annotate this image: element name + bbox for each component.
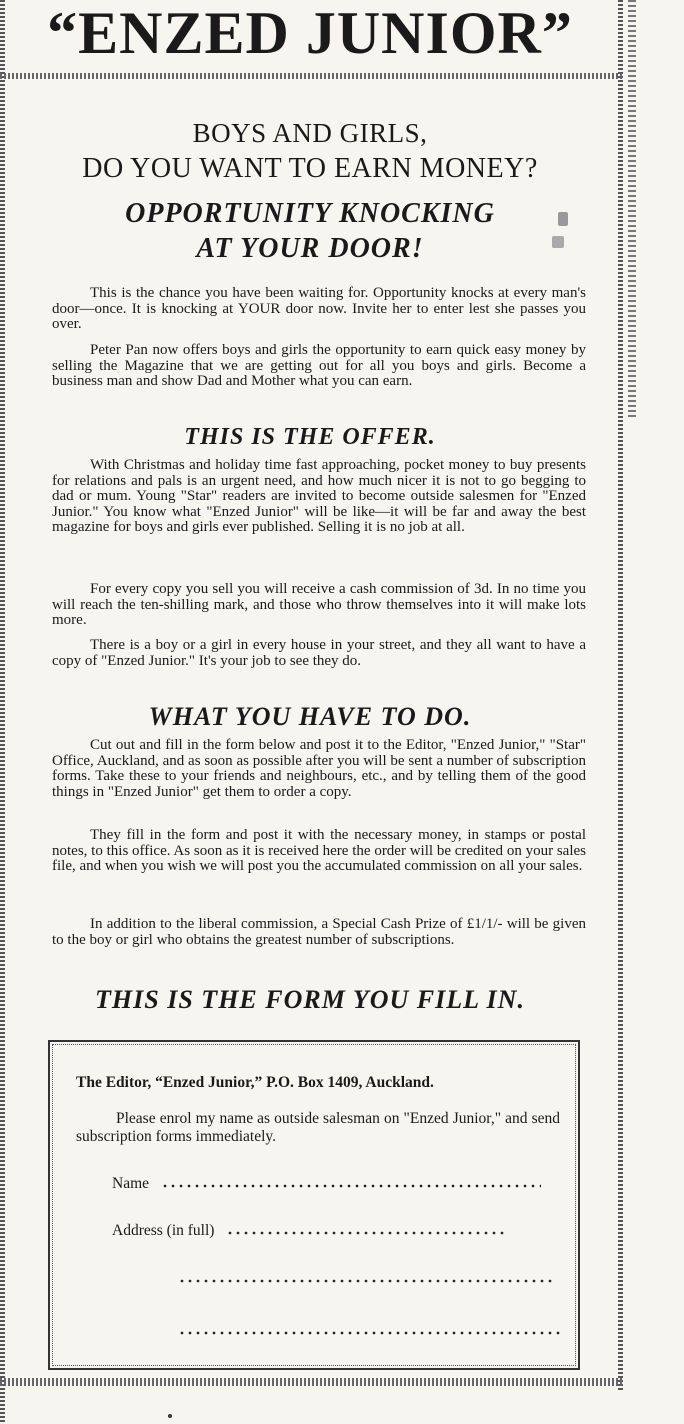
address-dotted-line-2[interactable]: [178, 1279, 554, 1283]
print-smudge: [558, 212, 568, 226]
name-field[interactable]: [112, 1175, 541, 1193]
address-label: Address (in full): [112, 1222, 215, 1239]
address-field[interactable]: [112, 1222, 506, 1240]
masthead-rule: [0, 73, 622, 79]
address-field-line-2[interactable]: [178, 1270, 554, 1288]
offer-paragraph-1: With Christmas and holiday time fast approaching, pocket money to buy presents for relations and pals is an urgent need, and how much nicer it is not to go begging to dad or mum. Young "Star" readers are invited to become outside salesmen for "Enzed Junior." You know what "Enzed Junior" will be like—it will be far and away the best magazine for boys and girls ever published. Selling it is no job at all.: [52, 457, 586, 536]
subhead-at-your-door: AT YOUR DOOR!: [196, 233, 424, 264]
offer-heading: THIS IS THE OFFER.: [184, 424, 436, 450]
headline-boys-and-girls: BOYS AND GIRLS,: [192, 118, 428, 148]
headline-earn-money: DO YOU WANT TO EARN MONEY?: [82, 153, 538, 184]
form-heading: THIS IS THE FORM YOU FILL IN.: [95, 985, 525, 1014]
intro-paragraph-1: This is the chance you have been waiting for. Opportunity knocks at every man's door—once. It is knocking at YOUR door now. Invite her to enter lest she passes you over.: [52, 285, 586, 333]
print-smudge: [552, 236, 564, 248]
todo-paragraph-3: In addition to the liberal commission, a Special Cash Prize of £1/1/- will be given to the boy or girl who obtains the greatest number of subscriptions.: [52, 916, 586, 948]
print-speck: [168, 1414, 172, 1418]
todo-paragraph-2: They fill in the form and post it with the necessary money, in stamps or postal notes, to this office. As soon as it is received here the order will be credited on your sales file, and when you wish we will post you the accumulated commission on all your sales.: [52, 827, 586, 875]
name-dotted-line[interactable]: [161, 1184, 541, 1188]
masthead-title: “ENZED JUNIOR”: [47, 0, 573, 66]
form-editor-address: The Editor, “Enzed Junior,” P.O. Box 1409, Auckland.: [76, 1074, 434, 1091]
offer-paragraph-3: There is a boy or a girl in every house in your street, and they all want to have a copy of "Enzed Junior." It's your job to see they do.: [52, 637, 586, 669]
form-request-text: Please enrol my name as outside salesman on "Enzed Junior," and send subscription forms immediately.: [76, 1110, 560, 1145]
right-border-rule: [618, 0, 623, 1390]
offer-paragraph-2: For every copy you sell you will receive a cash commission of 3d. In no time you will reach the ten-shilling mark, and those who throw themselves into it will make lots more.: [52, 581, 586, 629]
address-dotted-line-1[interactable]: [226, 1231, 506, 1235]
left-border-rule: [0, 0, 5, 1424]
enrolment-form: [48, 1040, 580, 1370]
adjacent-column-rule: [628, 0, 636, 420]
intro-paragraph-2: Peter Pan now offers boys and girls the opportunity to earn quick easy money by selling the Magazine that we are getting out for all you boys and girls. Become a business man and show Dad and Mother what you can earn.: [52, 342, 586, 390]
todo-heading: WHAT YOU HAVE TO DO.: [148, 702, 472, 731]
name-label: Name: [112, 1175, 150, 1192]
address-field-line-3[interactable]: [178, 1322, 560, 1340]
todo-paragraph-1: Cut out and fill in the form below and post it to the Editor, "Enzed Junior," "Star" Office, Auckland, and as soon as possible after you will be sent a number of subscription forms. Take these to your friends and neighbours, etc., and by telling them of the good things in "Enzed Junior" get them to order a copy.: [52, 737, 586, 800]
bottom-border-rule: [0, 1378, 622, 1386]
subhead-opportunity-knocking: OPPORTUNITY KNOCKING: [125, 198, 495, 229]
address-dotted-line-3[interactable]: [178, 1331, 560, 1335]
